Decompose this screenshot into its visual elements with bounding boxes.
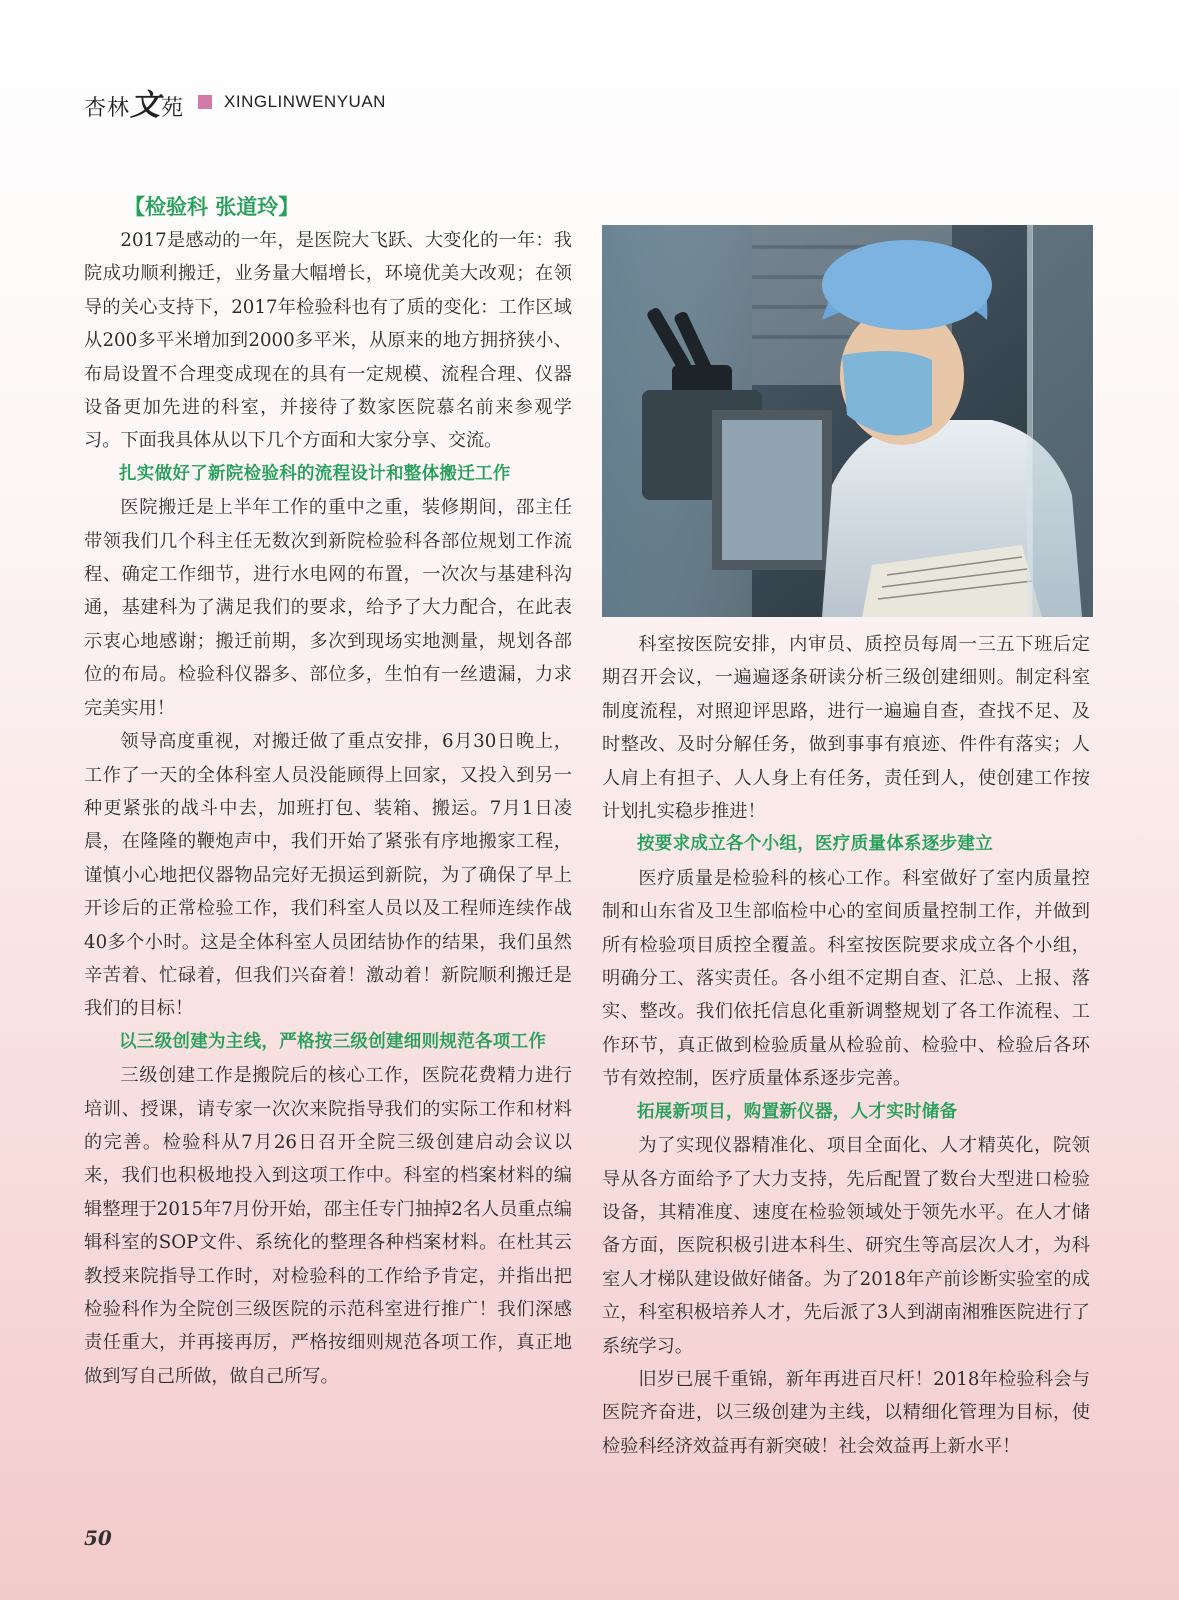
lab-photo: [602, 225, 1093, 617]
brand-big: 文: [130, 88, 162, 123]
section-heading-2: 以三级创建为主线，严格按三级创建细则规范各项工作: [119, 1031, 547, 1052]
intro-paragraph: 2017是感动的一年，是医院大飞跃、大变化的一年：我院成功顺利搬迁，业务量大幅增长，环境优美大改观；在领导的关心支持下，2017年检验科也有了质的变化：工作区域从200多平米增加到2000多平米，从原来的地方拥挤狭小、布局设置不合理变成现在的具有一定规模、流程合理、仪器设备更加先进的科室，并接待了数家医院慕名前来参观学习。下面我具体从以下几个方面和大家分享、交流。: [84, 230, 572, 452]
paragraph-7: 旧岁已展千重锦，新年再进百尺杆！2018年检验科会与医院齐奋进，以三级创建为主线，以精细化管理为目标，使检验科经济效益再有新突破！社会效益再上新水平！: [602, 1368, 1090, 1457]
paragraph-1: 医院搬迁是上半年工作的重中之重，装修期间，邵主任带领我们几个科主任无数次到新院检验科各部位规划工作流程、确定工作细节，进行水电网的布置，一次次与基建科沟通，基建科为了满足我们的要求，给予了大力配合，在此表示衷心地感谢；搬迁前期，多次到现场实地测量，规划各部位的布局。检验科仪器多、部位多，生怕有一丝遗漏，力求完美实用！: [84, 497, 572, 719]
page-number: 50: [84, 1526, 112, 1550]
right-column: [602, 628, 1090, 1463]
paragraph-2: 领导高度重视，对搬迁做了重点安排，6月30日晚上，工作了一天的全体科室人员没能顾得上回家，又投入到另一种更紧张的战斗中去，加班打包、装箱、搬运。7月1日凌晨，在隆隆的鞭炮声中，我们开始了紧张有序地搬家工程，谨慎小心地把仪器物品完好无损运到新院，为了确保了早上开诊后的正常检验工作，我们科室人员以及工程师连续作战40多个小时。这是全体科室人员团结协作的结果，我们虽然辛苦着、忙碌着，但我们兴奋着！激动着！新院顺利搬迁是我们的目标！: [84, 731, 572, 1020]
author-line: 【检验科 张道玲】: [124, 195, 300, 219]
brand-pre: 杏林: [84, 96, 131, 121]
paragraph-5: 医疗质量是检验科的核心工作。科室做好了室内质量控制和山东省及卫生部临检中心的室间质量控制工作，并做到所有检验项目质控全覆盖。科室按医院要求成立各个小组，明确分工、落实责任。各小组不定期自查、汇总、上报、落实、整改。我们依托信息化重新调整规划了各工作流程、工作环节，真正做到检验质量从检验前、检验中、检验后各环节有效控制，医疗质量体系逐步完善。: [602, 867, 1090, 1090]
brand-post: 苑: [161, 96, 185, 121]
lab-technician-microscope-photo-icon: [602, 225, 1093, 617]
page-header: [84, 84, 386, 123]
brand-english: XINGLINWENYUAN: [224, 92, 386, 111]
section-heading-1: 扎实做好了新院检验科的流程设计和整体搬迁工作: [119, 463, 511, 484]
brand-square-mark: [198, 95, 212, 109]
left-column: [84, 190, 572, 1393]
section-heading-4: 拓展新项目，购置新仪器，人才实时储备: [637, 1101, 958, 1122]
paragraph-4: 科室按医院安排，内审员、质控员每周一三五下班后定期召开会议，一遍遍逐条研读分析三级创建细则。制定科室制度流程，对照迎评思路，进行一遍遍自查，查找不足、及时整改、及时分解任务，做到事事有痕迹、件件有落实；人人肩上有担子、人人身上有任务，责任到人，使创建工作按计划扎实稳步推进！: [602, 634, 1090, 823]
paragraph-6: 为了实现仪器精准化、项目全面化、人才精英化，院领导从各方面给予了大力支持，先后配置了数台大型进口检验设备，其精准度、速度在检验领域处于领先水平。在人才储备方面，医院积极引进本科生、研究生等高层次人才，为科室人才梯队建设做好储备。为了2018年产前诊断实验室的成立，科室积极培养人才，先后派了3人到湖南湘雅医院进行了系统学习。: [602, 1135, 1090, 1357]
column-brand: [84, 80, 184, 124]
paragraph-3: 三级创建工作是搬院后的核心工作，医院花费精力进行培训、授课，请专家一次次来院指导我们的实际工作和材料的完善。检验科从7月26日召开全院三级创建启动会议以来，我们也积极地投入到这项工作中。科室的档案材料的编辑整理于2015年7月份开始，邵主任专门抽掉2名人员重点编辑科室的SOP文件、系统化的整理各种档案材料。在杜其云教授来院指导工作时，对检验科的工作给予肯定，并指出把检验科作为全院创三级医院的示范科室进行推广！我们深感责任重大，并再接再厉，严格按细则规范各项工作，真正地做到写自己所做，做自己所写。: [84, 1065, 572, 1387]
section-heading-3: 按要求成立各个小组，医疗质量体系逐步建立: [637, 834, 993, 855]
